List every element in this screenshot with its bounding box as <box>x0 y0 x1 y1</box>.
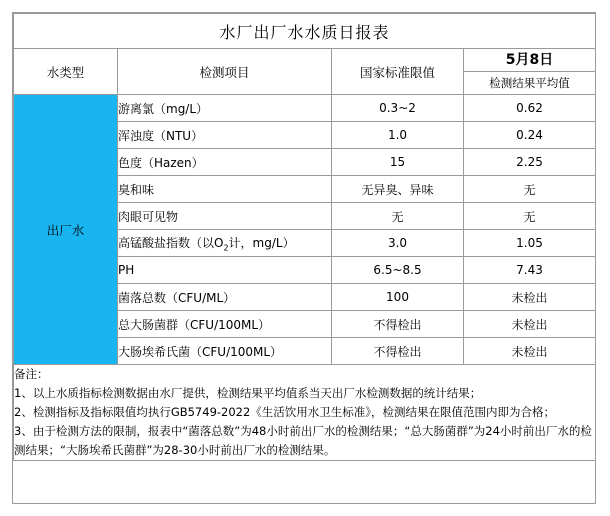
row-standard: 100 <box>332 284 464 311</box>
notes-cell <box>14 365 596 461</box>
notes-row <box>14 365 596 461</box>
row-result: 无 <box>464 203 596 230</box>
table-row <box>14 95 596 122</box>
page-title: 水厂出厂水水质日报表 <box>14 14 596 49</box>
header-result-label: 检测结果平均值 <box>489 76 570 90</box>
row-standard: 1.0 <box>332 122 464 149</box>
row-item: 浑浊度（NTU） <box>118 122 332 149</box>
row-item: 臭和味 <box>118 176 332 203</box>
row-standard: 0.3~2 <box>332 95 464 122</box>
header-standard: 国家标准限值 <box>332 49 464 95</box>
notes-line-3: 3、由于检测方法的限制，报表中“菌落总数”为48小时前出厂水的检测结果；“总大肠菌群”为24小时前出厂水的检测结果；“大肠埃希氏菌群”为28-30小时前出厂水的检测结果。 <box>14 424 592 457</box>
row-result: 未检出 <box>464 284 596 311</box>
table-header-row <box>14 49 596 95</box>
water-quality-table <box>13 13 596 461</box>
water-type-cell: 出厂水 <box>14 95 118 365</box>
row-item: PH <box>118 257 332 284</box>
row-result: 未检出 <box>464 338 596 365</box>
row-item: 菌落总数（CFU/ML） <box>118 284 332 311</box>
row-result: 0.24 <box>464 122 596 149</box>
row-result: 7.43 <box>464 257 596 284</box>
row-item: 大肠埃希氏菌（CFU/100ML） <box>118 338 332 365</box>
row-result: 未检出 <box>464 311 596 338</box>
notes-line-1: 1、以上水质指标检测数据由水厂提供，检测结果平均值系当天出厂水检测数据的统计结果； <box>14 386 482 400</box>
header-date: 5月8日 <box>464 49 595 72</box>
row-standard: 不得检出 <box>332 338 464 365</box>
row-item: 游离氯（mg/L） <box>118 95 332 122</box>
row-result: 0.62 <box>464 95 596 122</box>
header-water-type: 水类型 <box>14 49 118 95</box>
header-date-group <box>464 49 596 95</box>
row-item: 色度（Hazen） <box>118 149 332 176</box>
header-item: 检测项目 <box>118 49 332 95</box>
notes-label: 备注： <box>14 367 49 381</box>
row-item: 总大肠菌群（CFU/100ML） <box>118 311 332 338</box>
row-standard: 6.5~8.5 <box>332 257 464 284</box>
table-title-row <box>14 14 596 49</box>
row-standard: 无 <box>332 203 464 230</box>
row-standard: 3.0 <box>332 230 464 257</box>
row-result: 无 <box>464 176 596 203</box>
row-item: 肉眼可见物 <box>118 203 332 230</box>
row-result: 2.25 <box>464 149 596 176</box>
row-standard: 15 <box>332 149 464 176</box>
report-sheet <box>12 12 596 504</box>
row-item: 高锰酸盐指数（以$O_2$计，mg/L） <box>118 230 332 257</box>
row-standard: 无异臭、异味 <box>332 176 464 203</box>
row-result: 1.05 <box>464 230 596 257</box>
row-standard: 不得检出 <box>332 311 464 338</box>
notes-line-2: 2、检测指标及指标限值均执行GB5749-2022《生活饮用水卫生标准》，检测结果在限值范围内即为合格； <box>14 405 556 419</box>
